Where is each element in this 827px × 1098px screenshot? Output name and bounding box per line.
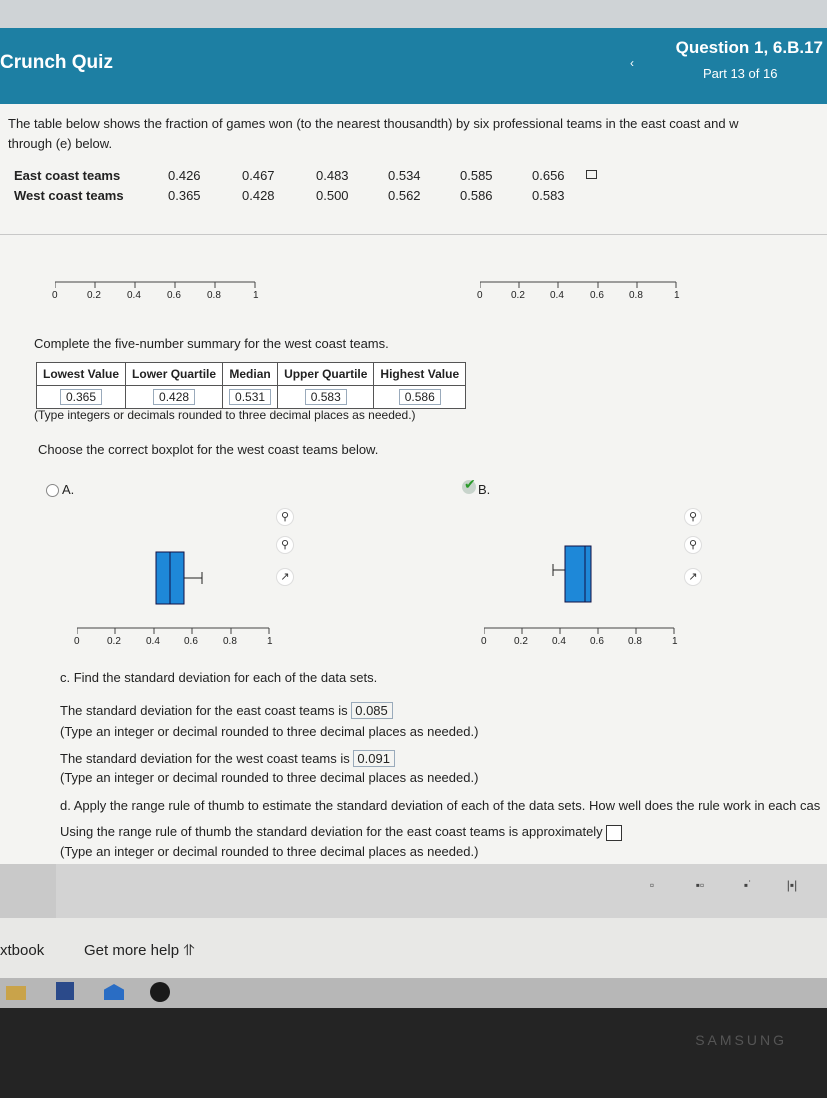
answer-cell[interactable]: 0.365 bbox=[37, 386, 126, 409]
tick-label: 0.2 bbox=[511, 290, 525, 301]
mixed-number-icon[interactable]: ▪▫ bbox=[695, 878, 705, 892]
east-sd-answer[interactable]: 0.085 bbox=[351, 702, 393, 719]
question-content bbox=[0, 104, 827, 864]
part-d-note: (Type an integer or decimal rounded to three decimal places as needed.) bbox=[60, 844, 479, 859]
monitor-brand: SAMSUNG bbox=[695, 1032, 787, 1048]
calendar-icon[interactable] bbox=[56, 982, 74, 1000]
east-value: 0.534 bbox=[388, 168, 421, 183]
west-value: 0.500 bbox=[316, 188, 349, 203]
monitor-bezel bbox=[0, 1008, 827, 1098]
range-rule-line bbox=[60, 824, 622, 841]
answer-cell[interactable]: 0.428 bbox=[126, 386, 223, 409]
west-sd-answer[interactable]: 0.091 bbox=[353, 750, 395, 767]
option-a-radio[interactable] bbox=[46, 484, 59, 497]
tick-label: 1 bbox=[672, 636, 678, 647]
number-line-b bbox=[481, 626, 694, 656]
boxplot-a bbox=[150, 548, 210, 608]
exponent-icon[interactable]: ▪˙ bbox=[743, 878, 753, 892]
get-more-help-button[interactable]: Get more help ⥣ bbox=[84, 942, 195, 959]
tick-label: 1 bbox=[267, 636, 273, 647]
answer-cell[interactable]: 0.586 bbox=[374, 386, 466, 409]
toolbar-panel bbox=[56, 864, 827, 918]
zoom-out-icon[interactable]: ⚲ bbox=[684, 536, 702, 554]
table-header: Lower Quartile bbox=[126, 363, 223, 386]
tick-label: 0.4 bbox=[127, 290, 141, 301]
east-value: 0.656 bbox=[532, 168, 565, 183]
tick-label: 1 bbox=[253, 290, 259, 301]
tick-label: 0.2 bbox=[87, 290, 101, 301]
game-icon[interactable] bbox=[150, 982, 170, 1002]
east-value: 0.426 bbox=[168, 168, 201, 183]
number-line-west bbox=[477, 280, 690, 310]
answer-cell[interactable]: 0.531 bbox=[223, 386, 278, 409]
intro-text-2: through (e) below. bbox=[8, 136, 113, 151]
west-value: 0.365 bbox=[168, 188, 201, 203]
west-value: 0.586 bbox=[460, 188, 493, 203]
tick-label: 0.8 bbox=[223, 636, 237, 647]
east-value: 0.467 bbox=[242, 168, 275, 183]
checkmark-icon: ✔ bbox=[464, 476, 476, 492]
textbook-link[interactable]: xtbook bbox=[0, 942, 45, 959]
tick-label: 0.4 bbox=[552, 636, 566, 647]
answer-cell[interactable]: 0.583 bbox=[278, 386, 374, 409]
west-value: 0.428 bbox=[242, 188, 275, 203]
east-sd-line bbox=[60, 702, 393, 719]
tick-label: 0.4 bbox=[146, 636, 160, 647]
table-header: Highest Value bbox=[374, 363, 466, 386]
tick-label: 0.4 bbox=[550, 290, 564, 301]
tick-label: 0 bbox=[74, 636, 80, 647]
axis-line bbox=[77, 626, 287, 636]
tick-label: 0 bbox=[481, 636, 487, 647]
copy-data-icon[interactable] bbox=[586, 170, 597, 179]
question-number: Question 1, 6.B.17 bbox=[675, 38, 823, 57]
west-sd-prefix: The standard deviation for the west coast teams is bbox=[60, 751, 350, 766]
expand-icon[interactable]: ↗ bbox=[276, 568, 294, 586]
part-c-heading: c. Find the standard deviation for each of the data sets. bbox=[60, 670, 378, 685]
axis-line bbox=[55, 280, 265, 290]
tick-label: 0.8 bbox=[629, 290, 643, 301]
part-c-note-2: (Type an integer or decimal rounded to three decimal places as needed.) bbox=[60, 770, 479, 785]
divider bbox=[0, 234, 827, 235]
east-value: 0.585 bbox=[460, 168, 493, 183]
part-c-note-1: (Type an integer or decimal rounded to three decimal places as needed.) bbox=[60, 724, 479, 739]
fraction-icon[interactable]: ▫ bbox=[649, 878, 655, 892]
tick-label: 0.6 bbox=[590, 636, 604, 647]
boxplot-b bbox=[545, 544, 605, 604]
option-b-label: B. bbox=[478, 482, 491, 497]
absolute-value-icon[interactable]: |▪| bbox=[786, 878, 798, 892]
part-indicator: Part 13 of 16 bbox=[703, 66, 778, 81]
tick-label: 1 bbox=[674, 290, 680, 301]
zoom-out-icon[interactable]: ⚲ bbox=[276, 536, 294, 554]
tick-label: 0.2 bbox=[514, 636, 528, 647]
number-line-east bbox=[52, 280, 265, 310]
part-d-heading: d. Apply the range rule of thumb to estimate the standard deviation of each of the data sets. How well does the rule work in each cas bbox=[60, 798, 821, 813]
range-rule-answer-input[interactable] bbox=[606, 825, 622, 841]
west-value: 0.583 bbox=[532, 188, 565, 203]
intro-text-1: The table below shows the fraction of games won (to the nearest thousandth) by six professional teams in the east coast and w bbox=[8, 116, 739, 131]
quiz-footer bbox=[0, 918, 827, 978]
tick-label: 0.8 bbox=[207, 290, 221, 301]
math-toolbar bbox=[0, 864, 827, 918]
expand-icon[interactable]: ↗ bbox=[684, 568, 702, 586]
tick-label: 0.2 bbox=[107, 636, 121, 647]
option-a-label: A. bbox=[62, 482, 75, 497]
classroom-icon[interactable] bbox=[104, 984, 124, 1000]
quiz-header bbox=[0, 28, 827, 104]
app-icon[interactable] bbox=[6, 986, 26, 1000]
axis-line bbox=[484, 626, 694, 636]
table-header: Median bbox=[223, 363, 278, 386]
tick-label: 0.6 bbox=[590, 290, 604, 301]
table-header: Lowest Value bbox=[37, 363, 126, 386]
summary-prompt: Complete the five-number summary for the west coast teams. bbox=[34, 336, 389, 351]
chevron-left-icon[interactable]: ‹ bbox=[630, 56, 634, 70]
west-sd-line bbox=[60, 750, 395, 767]
east-value: 0.483 bbox=[316, 168, 349, 183]
east-row-label: East coast teams bbox=[14, 168, 121, 183]
five-number-summary-table bbox=[36, 362, 466, 409]
tick-label: 0.8 bbox=[628, 636, 642, 647]
quiz-title: Crunch Quiz bbox=[0, 52, 113, 73]
summary-note: (Type integers or decimals rounded to three decimal places as needed.) bbox=[34, 408, 416, 422]
west-row-label: West coast teams bbox=[14, 188, 124, 203]
tick-label: 0 bbox=[52, 290, 58, 301]
taskbar bbox=[0, 978, 827, 1008]
east-sd-prefix: The standard deviation for the east coast teams is bbox=[60, 703, 348, 718]
number-line-a bbox=[74, 626, 287, 656]
boxplot-prompt: Choose the correct boxplot for the west coast teams below. bbox=[38, 442, 379, 457]
screen-bezel bbox=[0, 0, 827, 28]
tick-label: 0.6 bbox=[184, 636, 198, 647]
tick-label: 0.6 bbox=[167, 290, 181, 301]
tick-label: 0 bbox=[477, 290, 483, 301]
zoom-in-icon[interactable]: ⚲ bbox=[276, 508, 294, 526]
zoom-in-icon[interactable]: ⚲ bbox=[684, 508, 702, 526]
west-value: 0.562 bbox=[388, 188, 421, 203]
table-header: Upper Quartile bbox=[278, 363, 374, 386]
range-rule-prefix: Using the range rule of thumb the standard deviation for the east coast teams is approximately bbox=[60, 824, 603, 839]
axis-line bbox=[480, 280, 690, 290]
